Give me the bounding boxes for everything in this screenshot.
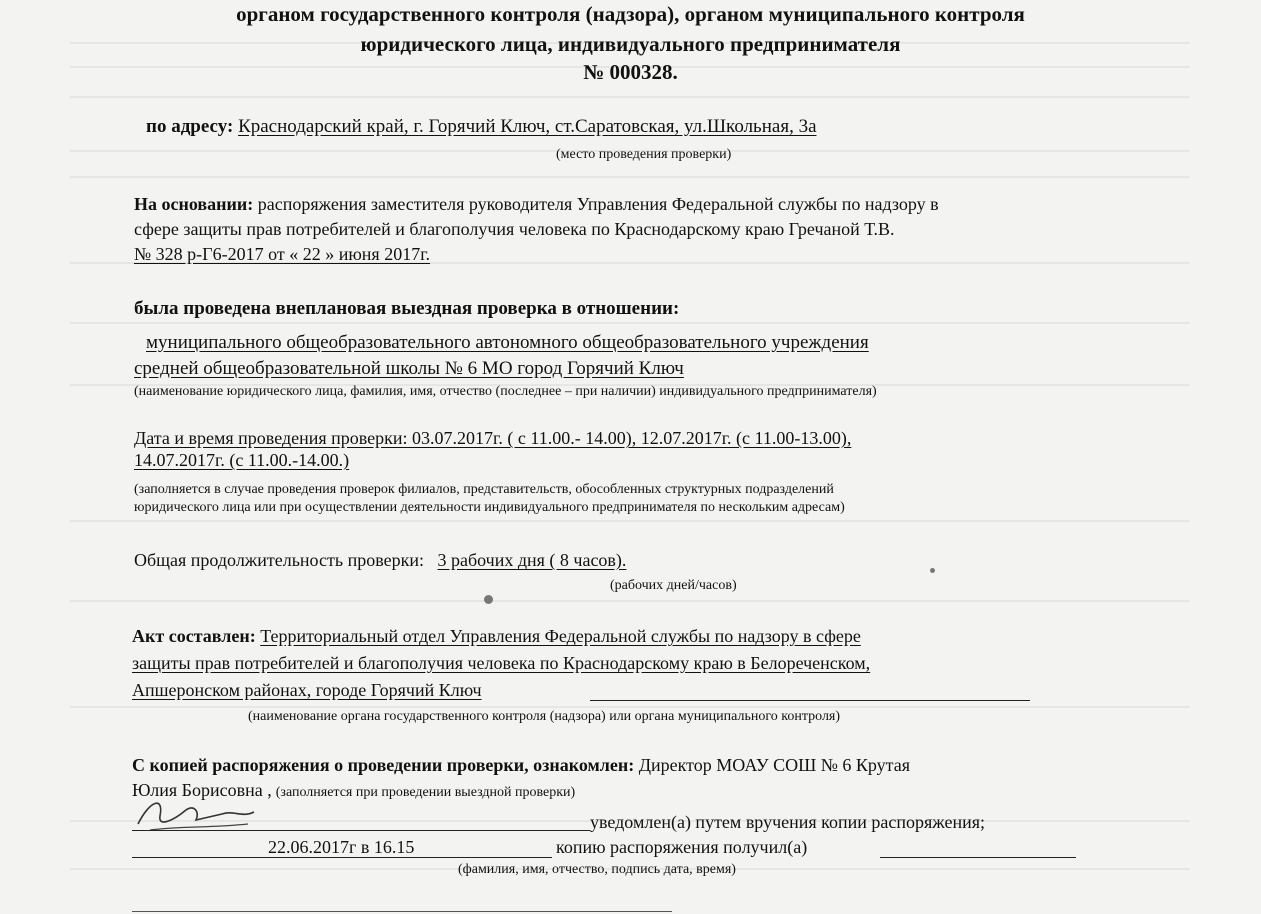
bleed-line xyxy=(70,96,1190,98)
datetime-line-2: 14.07.2017г. (с 11.00.-14.00.) xyxy=(134,450,350,470)
compiled-caption: (наименование органа государственного контроля (надзора) или органа муниципального контроля) xyxy=(248,709,841,724)
inspection-line-2: средней общеобразовательной школы № 6 МО город Горячий Ключ xyxy=(134,358,684,379)
duration-label: Общая продолжительность проверки: xyxy=(134,550,424,570)
notified-fill-line xyxy=(132,830,590,831)
address-value: Краснодарский край, г. Горячий Ключ, ст.Саратовская, ул.Школьная, 3а xyxy=(238,116,817,137)
inspection-line-1: муниципального общеобразовательного автономного общеобразовательного учреждения xyxy=(146,332,869,353)
acquaint-line-1 xyxy=(132,755,910,776)
signature-image xyxy=(130,790,260,840)
basis-label: На основании: xyxy=(134,194,254,214)
bleed-line xyxy=(70,706,1190,708)
basis-text-1: распоряжения заместителя руководителя Управления Федеральной службы по надзору в xyxy=(257,194,939,214)
received-text: копию распоряжения получил(а) xyxy=(556,837,808,857)
acquaint-name: Юлия Борисовна , xyxy=(132,780,272,800)
compiled-line-3: Апшеронском районах, городе Горячий Ключ xyxy=(132,680,482,700)
received-fill-line-right xyxy=(880,857,1076,858)
duration-caption: (рабочих дней/часов) xyxy=(610,578,737,593)
bleed-line xyxy=(70,176,1190,178)
bleed-line xyxy=(70,600,1190,602)
acquaint-note: (заполняется при проведении выездной проверки) xyxy=(275,785,576,800)
acquaint-label: С копией распоряжения о проведении проверки, ознакомлен: xyxy=(132,755,635,775)
inspection-caption: (наименование юридического лица, фамилия, имя, отчество (последнее – при наличии) индивидуального предпринимателя) xyxy=(134,384,877,399)
datetime-note-2: юридического лица или при осуществлении деятельности индивидуального предпринимателя по нескольким адресам) xyxy=(134,500,845,515)
scan-speck xyxy=(484,595,493,604)
address-label: по адресу: xyxy=(146,116,234,137)
bleed-line xyxy=(70,322,1190,324)
compiled-line-1 xyxy=(132,626,861,647)
basis-line-2: сфере защиты прав потребителей и благополучия человека по Краснодарскому краю Гречаной Т.В. xyxy=(134,219,895,239)
compiled-line-2: защиты прав потребителей и благополучия человека по Краснодарскому краю в Белореченском, xyxy=(132,653,871,673)
compiled-fill-line xyxy=(590,700,1030,701)
received-date: 22.06.2017г в 16.15 xyxy=(268,837,415,857)
duration-row xyxy=(134,550,626,571)
datetime-note-1: (заполняется в случае проведения проверок филиалов, представительств, обособленных структурных подразделений xyxy=(134,482,834,497)
duration-value: 3 рабочих дня ( 8 часов). xyxy=(437,550,627,570)
notified-text: уведомлен(а) путем вручения копии распоряжения; xyxy=(590,812,986,832)
compiled-label: Акт составлен: xyxy=(132,626,256,646)
cut-off-line xyxy=(132,911,672,912)
header-line-2: юридического лица, индивидуального предпринимателя xyxy=(360,32,901,56)
inspection-heading: была проведена внеплановая выездная проверка в отношении: xyxy=(134,298,680,319)
address-row xyxy=(146,116,817,138)
basis-line-1 xyxy=(134,194,939,215)
address-caption: (место проведения проверки) xyxy=(556,147,732,162)
acquaint-value: Директор МОАУ СОШ № 6 Крутая xyxy=(638,755,911,775)
received-caption: (фамилия, имя, отчество, подпись дата, время) xyxy=(458,862,736,877)
act-number: № 000328. xyxy=(583,60,678,84)
bleed-line xyxy=(70,520,1190,522)
scan-speck xyxy=(930,568,935,573)
compiled-text-1: Территориальный отдел Управления Федеральной службы по надзору в сфере xyxy=(260,626,861,646)
header-line-1: органом государственного контроля (надзора), органом муниципального контроля xyxy=(236,2,1025,26)
basis-line-3: № 328 р-Г6-2017 от « 22 » июня 2017г. xyxy=(134,244,431,264)
datetime-line-1: Дата и время проведения проверки: 03.07.2017г. ( с 11.00.- 14.00), 12.07.2017г. (с 11.00-13.00), xyxy=(134,428,852,448)
